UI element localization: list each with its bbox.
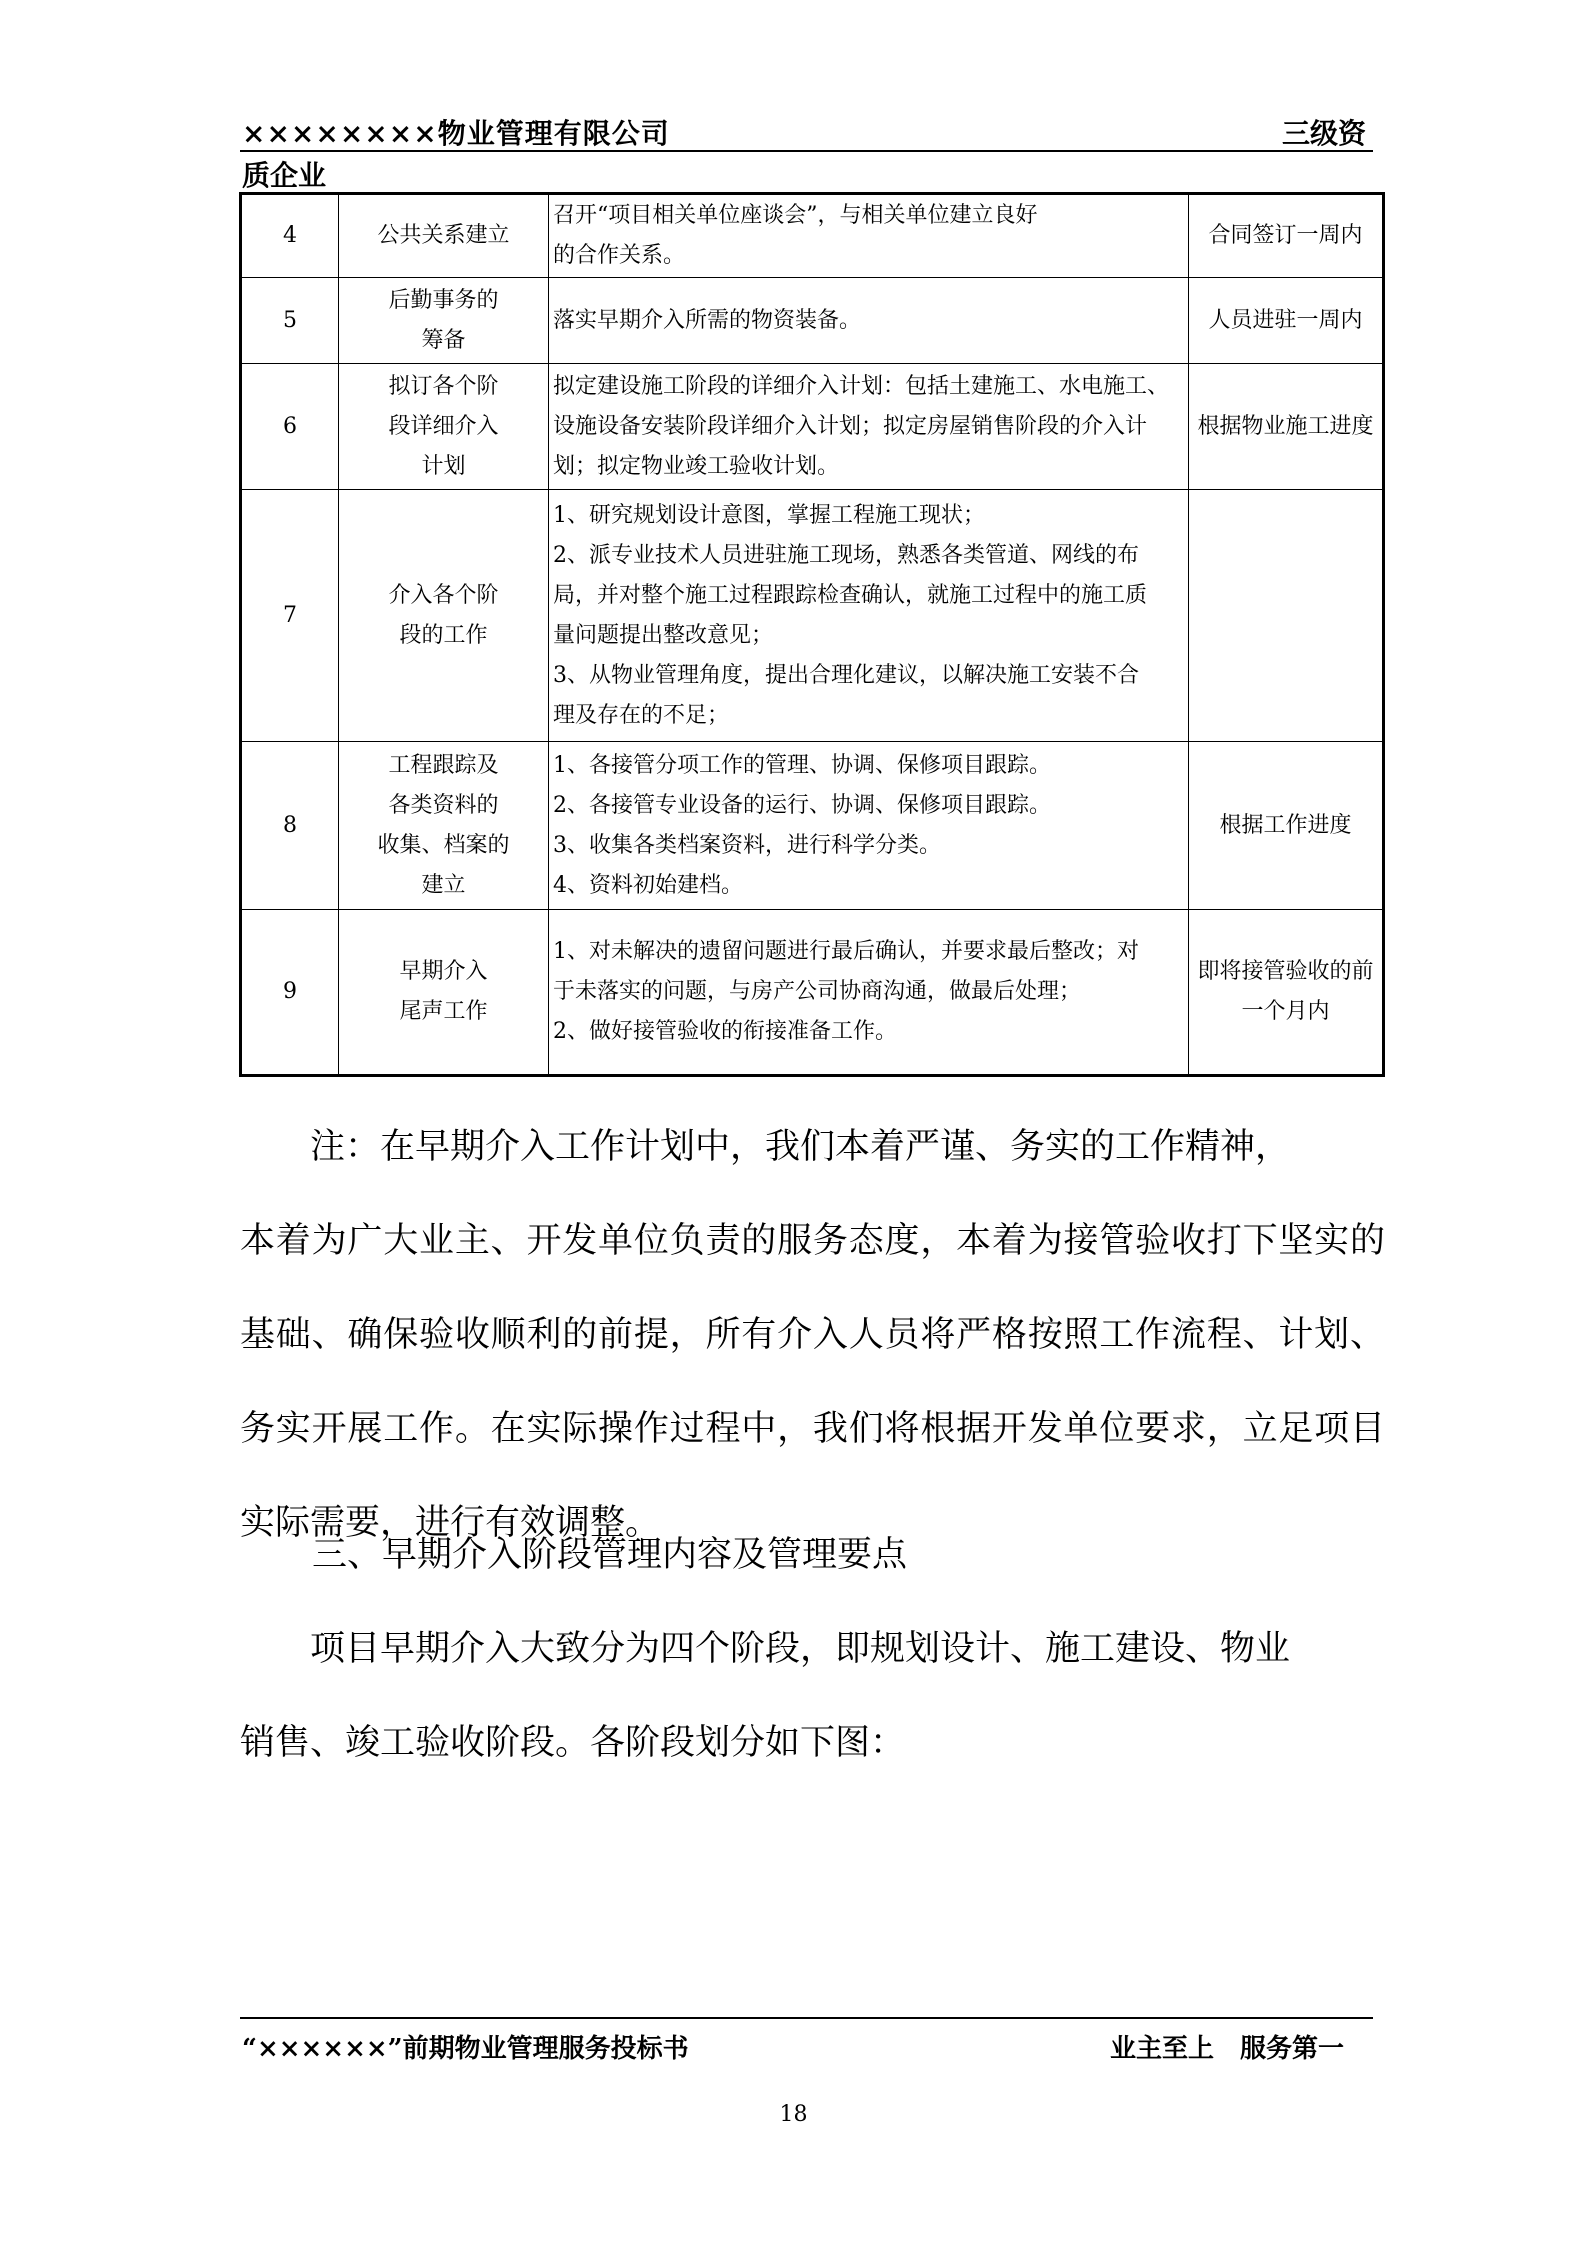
work-item-line: 尾声工作 bbox=[399, 999, 488, 1024]
work-content-cell bbox=[549, 742, 1189, 910]
work-content-line: 1、研究规划设计意图，掌握工程施工现状； bbox=[553, 502, 985, 528]
header-qualification-wrap: 质企业 bbox=[242, 159, 327, 192]
work-item-line: 后勤事务的 bbox=[388, 287, 499, 313]
work-content-line: 3、从物业管理角度，提出合理化建议，以解决施工安装不合 bbox=[553, 662, 1139, 688]
table-row bbox=[241, 194, 1384, 278]
work-content-line: 于未落实的问题，与房产公司协商沟通，做最后处理； bbox=[553, 979, 1082, 1004]
work-item-line: 各类资料的 bbox=[388, 792, 499, 818]
work-content-line: 的合作关系。 bbox=[553, 243, 686, 268]
work-item-cell bbox=[339, 364, 549, 490]
row-number: 7 bbox=[241, 490, 339, 742]
work-item-line: 工程跟踪及 bbox=[388, 752, 499, 778]
time-requirement-cell bbox=[1189, 364, 1384, 490]
work-content-cell bbox=[549, 278, 1189, 364]
work-content-line: 局，并对整个施工过程跟踪检查确认，就施工过程中的施工质 bbox=[553, 582, 1148, 608]
work-content-line: 召开“项目相关单位座谈会”，与相关单位建立良好 bbox=[553, 203, 1038, 228]
time-requirement-line: 即将接管验收的前 bbox=[1197, 959, 1374, 984]
footer-slogan: 业主至上 服务第一 bbox=[1110, 2034, 1345, 2064]
intro-body: 销售、竣工验收阶段。各阶段划分如下图： bbox=[240, 1723, 906, 1763]
work-item-line: 段的工作 bbox=[399, 622, 488, 648]
work-item-line: 计划 bbox=[421, 453, 466, 479]
work-item-line: 收集、档案的 bbox=[377, 832, 510, 858]
work-content-line: 设施设备安装阶段详细介入计划；拟定房屋销售阶段的介入计 bbox=[553, 413, 1148, 439]
work-content-line: 划；拟定物业竣工验收计划。 bbox=[553, 453, 840, 479]
header-company: ××××××××物业管理有限公司 bbox=[242, 117, 670, 150]
note-first-line: 注：在早期介入工作计划中，我们本着严谨、务实的工作精神， bbox=[310, 1127, 1291, 1167]
work-content-line: 理及存在的不足； bbox=[553, 702, 730, 728]
work-content-cell bbox=[549, 910, 1189, 1076]
work-content-line: 4、资料初始建档。 bbox=[553, 872, 743, 898]
intro-paragraph bbox=[240, 1602, 1385, 1790]
work-content-line: 量问题提出整改意见； bbox=[553, 622, 774, 648]
time-requirement-line: 人员进驻一周内 bbox=[1208, 307, 1363, 333]
work-item-line: 段详细介入 bbox=[388, 413, 499, 439]
work-item-line: 介入各个阶 bbox=[388, 582, 499, 608]
time-requirement-line: 合同签订一周内 bbox=[1208, 223, 1363, 248]
work-item-line: 早期介入 bbox=[399, 959, 488, 984]
work-content-cell bbox=[549, 364, 1189, 490]
work-item-cell bbox=[339, 278, 549, 364]
row-number: 4 bbox=[241, 194, 339, 278]
section-heading: 三、早期介入阶段管理内容及管理要点 bbox=[312, 1535, 908, 1575]
table-row bbox=[241, 364, 1384, 490]
row-number: 5 bbox=[241, 278, 339, 364]
work-content-line: 3、收集各类档案资料，进行科学分类。 bbox=[553, 832, 941, 858]
time-requirement-line: 根据物业施工进度 bbox=[1197, 413, 1374, 439]
note-paragraph bbox=[240, 1100, 1385, 1570]
time-requirement-cell bbox=[1189, 194, 1384, 278]
page-number: 18 bbox=[779, 2102, 808, 2127]
work-item-line: 拟订各个阶 bbox=[388, 373, 499, 399]
work-item-cell bbox=[339, 910, 549, 1076]
time-requirement-cell bbox=[1189, 742, 1384, 910]
work-item-line: 筹备 bbox=[421, 327, 466, 353]
header-qualification: 三级资 bbox=[1282, 117, 1367, 150]
time-requirement-cell bbox=[1189, 910, 1384, 1076]
work-content-line: 落实早期介入所需的物资装备。 bbox=[553, 307, 862, 333]
work-item-cell bbox=[339, 194, 549, 278]
time-requirement-cell bbox=[1189, 278, 1384, 364]
time-requirement-line: 一个月内 bbox=[1241, 999, 1330, 1024]
work-content-line: 1、对未解决的遗留问题进行最后确认，并要求最后整改；对 bbox=[553, 939, 1139, 964]
footer-title: “××××××”前期物业管理服务投标书 bbox=[242, 2034, 689, 2064]
table-row bbox=[241, 742, 1384, 910]
work-content-cell bbox=[549, 490, 1189, 742]
work-content-cell bbox=[549, 194, 1189, 278]
work-item-cell bbox=[339, 742, 549, 910]
footer-rule bbox=[240, 2017, 1373, 2019]
table-row bbox=[241, 278, 1384, 364]
header-rule bbox=[240, 150, 1373, 152]
work-item-cell bbox=[339, 490, 549, 742]
work-content-line: 2、派专业技术人员进驻施工现场，熟悉各类管道、网线的布 bbox=[553, 542, 1139, 568]
work-content-line: 拟定建设施工阶段的详细介入计划：包括土建施工、水电施工、 bbox=[553, 373, 1170, 399]
work-item-line: 建立 bbox=[421, 872, 466, 898]
row-number: 9 bbox=[241, 910, 339, 1076]
work-item-line: 公共关系建立 bbox=[377, 223, 510, 248]
table-row bbox=[241, 910, 1384, 1076]
row-number: 8 bbox=[241, 742, 339, 910]
work-content-line: 2、各接管专业设备的运行、协调、保修项目跟踪。 bbox=[553, 792, 1051, 818]
row-number: 6 bbox=[241, 364, 339, 490]
note-body: 本着为广大业主、开发单位负责的服务态度，本着为接管验收打下坚实的基础、确保验收顺利的前提，所有介入人员将严格按照工作流程、计划、务实开展工作。在实际操作过程中，我们将根据开发单位要求，立足项目实际需要，进行有效调整。 bbox=[240, 1221, 1385, 1543]
intervention-plan-table bbox=[239, 192, 1385, 1077]
time-requirement-line: 根据工作进度 bbox=[1219, 812, 1352, 838]
work-content-line: 1、各接管分项工作的管理、协调、保修项目跟踪。 bbox=[553, 752, 1051, 778]
intro-first-line: 项目早期介入大致分为四个阶段，即规划设计、施工建设、物业 bbox=[310, 1629, 1291, 1669]
table-row bbox=[241, 490, 1384, 742]
work-content-line: 2、做好接管验收的衔接准备工作。 bbox=[553, 1019, 897, 1044]
time-requirement-cell bbox=[1189, 490, 1384, 742]
